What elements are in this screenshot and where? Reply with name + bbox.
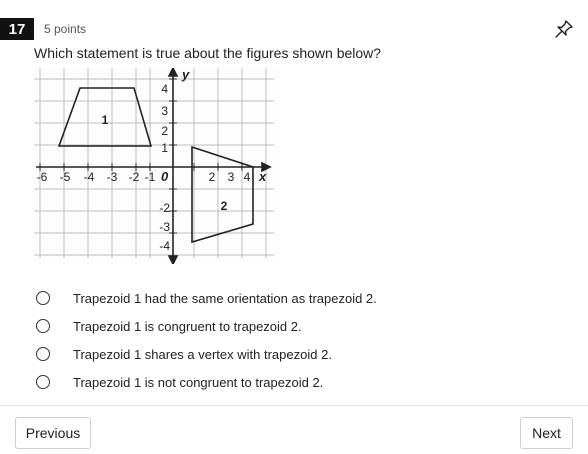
y-tick-label: -3	[159, 220, 170, 234]
radio-button[interactable]	[36, 375, 50, 389]
option-label: Trapezoid 1 shares a vertex with trapezoid 2.	[73, 346, 332, 362]
y-tick-label: 3	[161, 104, 168, 118]
y-tick-label: 2	[161, 124, 168, 138]
radio-button[interactable]	[36, 291, 50, 305]
x-tick-label: -1	[144, 170, 156, 184]
answer-option[interactable]	[34, 368, 377, 396]
x-tick-label: -4	[83, 170, 95, 184]
answer-option[interactable]	[34, 312, 377, 340]
previous-button[interactable]: Previous	[15, 417, 91, 449]
x-tick-label: -6	[36, 170, 48, 184]
answer-option[interactable]	[34, 340, 377, 368]
y-tick-label: 4	[161, 82, 168, 96]
answer-options	[34, 284, 377, 396]
x-axis-label: x	[259, 169, 267, 184]
option-label: Trapezoid 1 is congruent to trapezoid 2.	[73, 318, 302, 334]
y-axis-label: y	[182, 68, 190, 82]
radio-button[interactable]	[36, 319, 50, 333]
question-prompt: Which statement is true about the figures shown below?	[34, 45, 382, 61]
next-button[interactable]: Next	[520, 417, 573, 449]
x-tick-label: 3	[227, 170, 235, 184]
y-tick-label: -4	[159, 239, 170, 253]
x-tick-label: 2	[208, 170, 216, 184]
x-tick-label: -5	[59, 170, 71, 184]
coordinate-figure	[34, 68, 280, 264]
answer-option[interactable]	[34, 284, 377, 312]
x-tick-label: 4	[243, 170, 251, 184]
x-tick-label: -2	[128, 170, 140, 184]
x-tick-label: -3	[106, 170, 118, 184]
question-number: 17	[0, 18, 34, 40]
y-tick-label: 1	[161, 141, 168, 155]
question-points: 5 points	[44, 22, 87, 36]
y-tick-label: -2	[159, 201, 170, 215]
radio-button[interactable]	[36, 347, 50, 361]
option-label: Trapezoid 1 is not congruent to trapezoid 2.	[73, 374, 324, 390]
origin-label: 0	[161, 169, 169, 184]
shape2-label: 2	[220, 199, 228, 213]
option-label: Trapezoid 1 had the same orientation as trapezoid 2.	[73, 290, 377, 306]
footer-divider	[0, 405, 588, 406]
pin-icon[interactable]	[553, 18, 575, 40]
shape1-label: 1	[101, 113, 109, 127]
